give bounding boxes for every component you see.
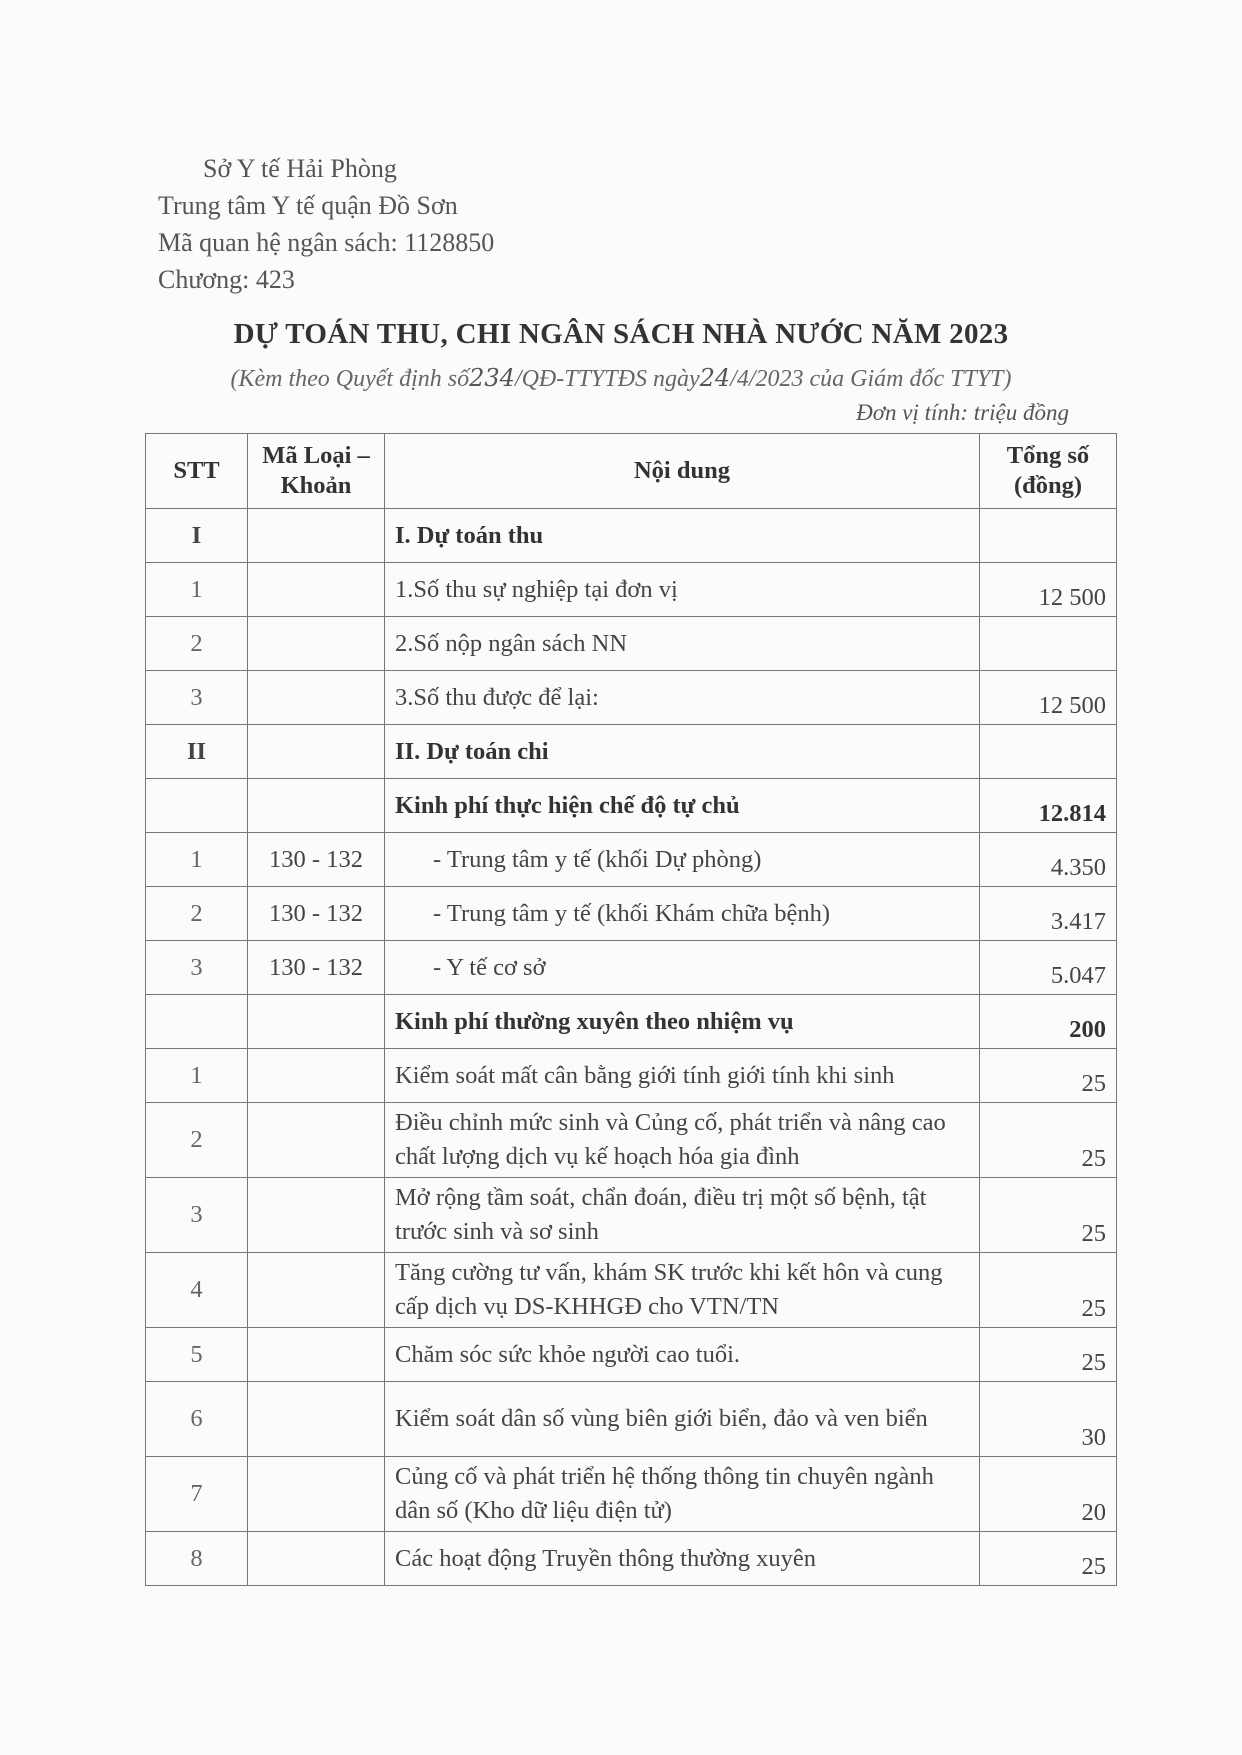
row-code	[248, 725, 385, 779]
row-stt: 3	[146, 1178, 248, 1253]
row-amount: 12 500	[980, 563, 1117, 617]
subtitle-prefix: (Kèm theo Quyết định số	[230, 366, 470, 392]
row-stt: 2	[146, 1103, 248, 1178]
row-amount: 30	[980, 1382, 1117, 1457]
decision-number: 234	[469, 364, 515, 392]
row-stt: 3	[146, 941, 248, 995]
table-row	[146, 617, 1117, 671]
row-stt: 4	[146, 1253, 248, 1328]
organization-name: Trung tâm Y tế quận Đồ Sơn	[158, 191, 458, 220]
row-content: - Y tế cơ sở	[385, 941, 980, 995]
row-content: Mở rộng tầm soát, chẩn đoán, điều trị một số bệnh, tật trước sinh và sơ sinh	[385, 1178, 980, 1253]
table-header-row	[146, 434, 1117, 509]
chapter: Chương: 423	[158, 265, 295, 294]
row-content: Kiểm soát dân số vùng biên giới biển, đảo và ven biển	[385, 1382, 980, 1457]
row-amount: 12 500	[980, 671, 1117, 725]
row-content: Kinh phí thực hiện chế độ tự chủ	[385, 779, 980, 833]
subtitle-middle: /QĐ-TTYTĐS ngày	[514, 366, 700, 392]
row-stt: 1	[146, 1049, 248, 1103]
table-row	[146, 509, 1117, 563]
row-amount: 25	[980, 1178, 1117, 1253]
table-row	[146, 887, 1117, 941]
row-code	[248, 509, 385, 563]
row-amount: 25	[980, 1328, 1117, 1382]
table-row	[146, 1253, 1117, 1328]
row-amount: 25	[980, 1049, 1117, 1103]
row-code: 130 - 132	[248, 887, 385, 941]
budget-code: Mã quan hệ ngân sách: 1128850	[158, 228, 495, 257]
row-amount: 20	[980, 1457, 1117, 1532]
table-row	[146, 833, 1117, 887]
subtitle-suffix: /4/2023 của Giám đốc TTYT)	[730, 366, 1012, 392]
row-code	[248, 1382, 385, 1457]
table-row	[146, 725, 1117, 779]
row-code: 130 - 132	[248, 941, 385, 995]
row-content: I. Dự toán thu	[385, 509, 980, 563]
row-content: Chăm sóc sức khỏe người cao tuổi.	[385, 1328, 980, 1382]
table-row	[146, 563, 1117, 617]
row-content: 3.Số thu được để lại:	[385, 671, 980, 725]
row-stt: 2	[146, 887, 248, 941]
row-content: II. Dự toán chi	[385, 725, 980, 779]
row-stt: I	[146, 509, 248, 563]
row-code	[248, 995, 385, 1049]
ministry-name: Sở Y tế Hải Phòng	[203, 154, 397, 183]
row-code	[248, 1457, 385, 1532]
row-amount	[980, 509, 1117, 563]
table-row	[146, 941, 1117, 995]
row-content: 1.Số thu sự nghiệp tại đơn vị	[385, 563, 980, 617]
row-stt: 1	[146, 563, 248, 617]
header-stt: STT	[146, 434, 248, 509]
row-code: 130 - 132	[248, 833, 385, 887]
table-row	[146, 1178, 1117, 1253]
row-stt: 2	[146, 617, 248, 671]
row-code	[248, 1049, 385, 1103]
table-row	[146, 1382, 1117, 1457]
row-amount: 3.417	[980, 887, 1117, 941]
unit-label: Đơn vị tính: triệu đồng	[856, 400, 1069, 425]
row-code	[248, 563, 385, 617]
row-code	[248, 1178, 385, 1253]
row-stt: 7	[146, 1457, 248, 1532]
header-code: Mã Loại – Khoản	[248, 434, 385, 509]
row-code	[248, 671, 385, 725]
row-content: - Trung tâm y tế (khối Dự phòng)	[385, 833, 980, 887]
table-row	[146, 995, 1117, 1049]
row-amount: 200	[980, 995, 1117, 1049]
table-row	[146, 671, 1117, 725]
row-amount	[980, 725, 1117, 779]
document-header	[158, 150, 494, 298]
row-content: Các hoạt động Truyền thông thường xuyên	[385, 1532, 980, 1586]
row-content: Điều chỉnh mức sinh và Củng cố, phát triển và nâng cao chất lượng dịch vụ kế hoạch hóa gia đình	[385, 1103, 980, 1178]
row-code	[248, 617, 385, 671]
row-code	[248, 1532, 385, 1586]
row-stt	[146, 995, 248, 1049]
header-total: Tổng số (đồng)	[980, 434, 1117, 509]
row-amount: 25	[980, 1103, 1117, 1178]
document-title: DỰ TOÁN THU, CHI NGÂN SÁCH NHÀ NƯỚC NĂM 2023	[233, 318, 1009, 350]
row-stt: 1	[146, 833, 248, 887]
row-stt: II	[146, 725, 248, 779]
row-content: Củng cố và phát triển hệ thống thông tin chuyên ngành dân số (Kho dữ liệu điện tử)	[385, 1457, 980, 1532]
row-content: 2.Số nộp ngân sách NN	[385, 617, 980, 671]
row-code	[248, 1103, 385, 1178]
header-content: Nội dung	[385, 434, 980, 509]
decision-day: 24	[699, 364, 731, 392]
table-row	[146, 1103, 1117, 1178]
row-content: Kinh phí thường xuyên theo nhiệm vụ	[385, 995, 980, 1049]
row-amount: 5.047	[980, 941, 1117, 995]
row-stt: 8	[146, 1532, 248, 1586]
row-stt: 5	[146, 1328, 248, 1382]
row-stt: 3	[146, 671, 248, 725]
row-amount: 25	[980, 1532, 1117, 1586]
row-content: Kiểm soát mất cân bằng giới tính giới tính khi sinh	[385, 1049, 980, 1103]
table-row	[146, 1328, 1117, 1382]
row-amount	[980, 617, 1117, 671]
row-code	[248, 779, 385, 833]
table-row	[146, 1457, 1117, 1532]
row-content: - Trung tâm y tế (khối Khám chữa bệnh)	[385, 887, 980, 941]
row-stt	[146, 779, 248, 833]
row-code	[248, 1253, 385, 1328]
budget-table	[145, 433, 1117, 1586]
row-amount: 12.814	[980, 779, 1117, 833]
table-row	[146, 1049, 1117, 1103]
document-subtitle	[0, 364, 1242, 393]
row-content: Tăng cường tư vấn, khám SK trước khi kết hôn và cung cấp dịch vụ DS-KHHGĐ cho VTN/TN	[385, 1253, 980, 1328]
row-amount: 4.350	[980, 833, 1117, 887]
table-row	[146, 1532, 1117, 1586]
row-amount: 25	[980, 1253, 1117, 1328]
row-code	[248, 1328, 385, 1382]
table-row	[146, 779, 1117, 833]
row-stt: 6	[146, 1382, 248, 1457]
